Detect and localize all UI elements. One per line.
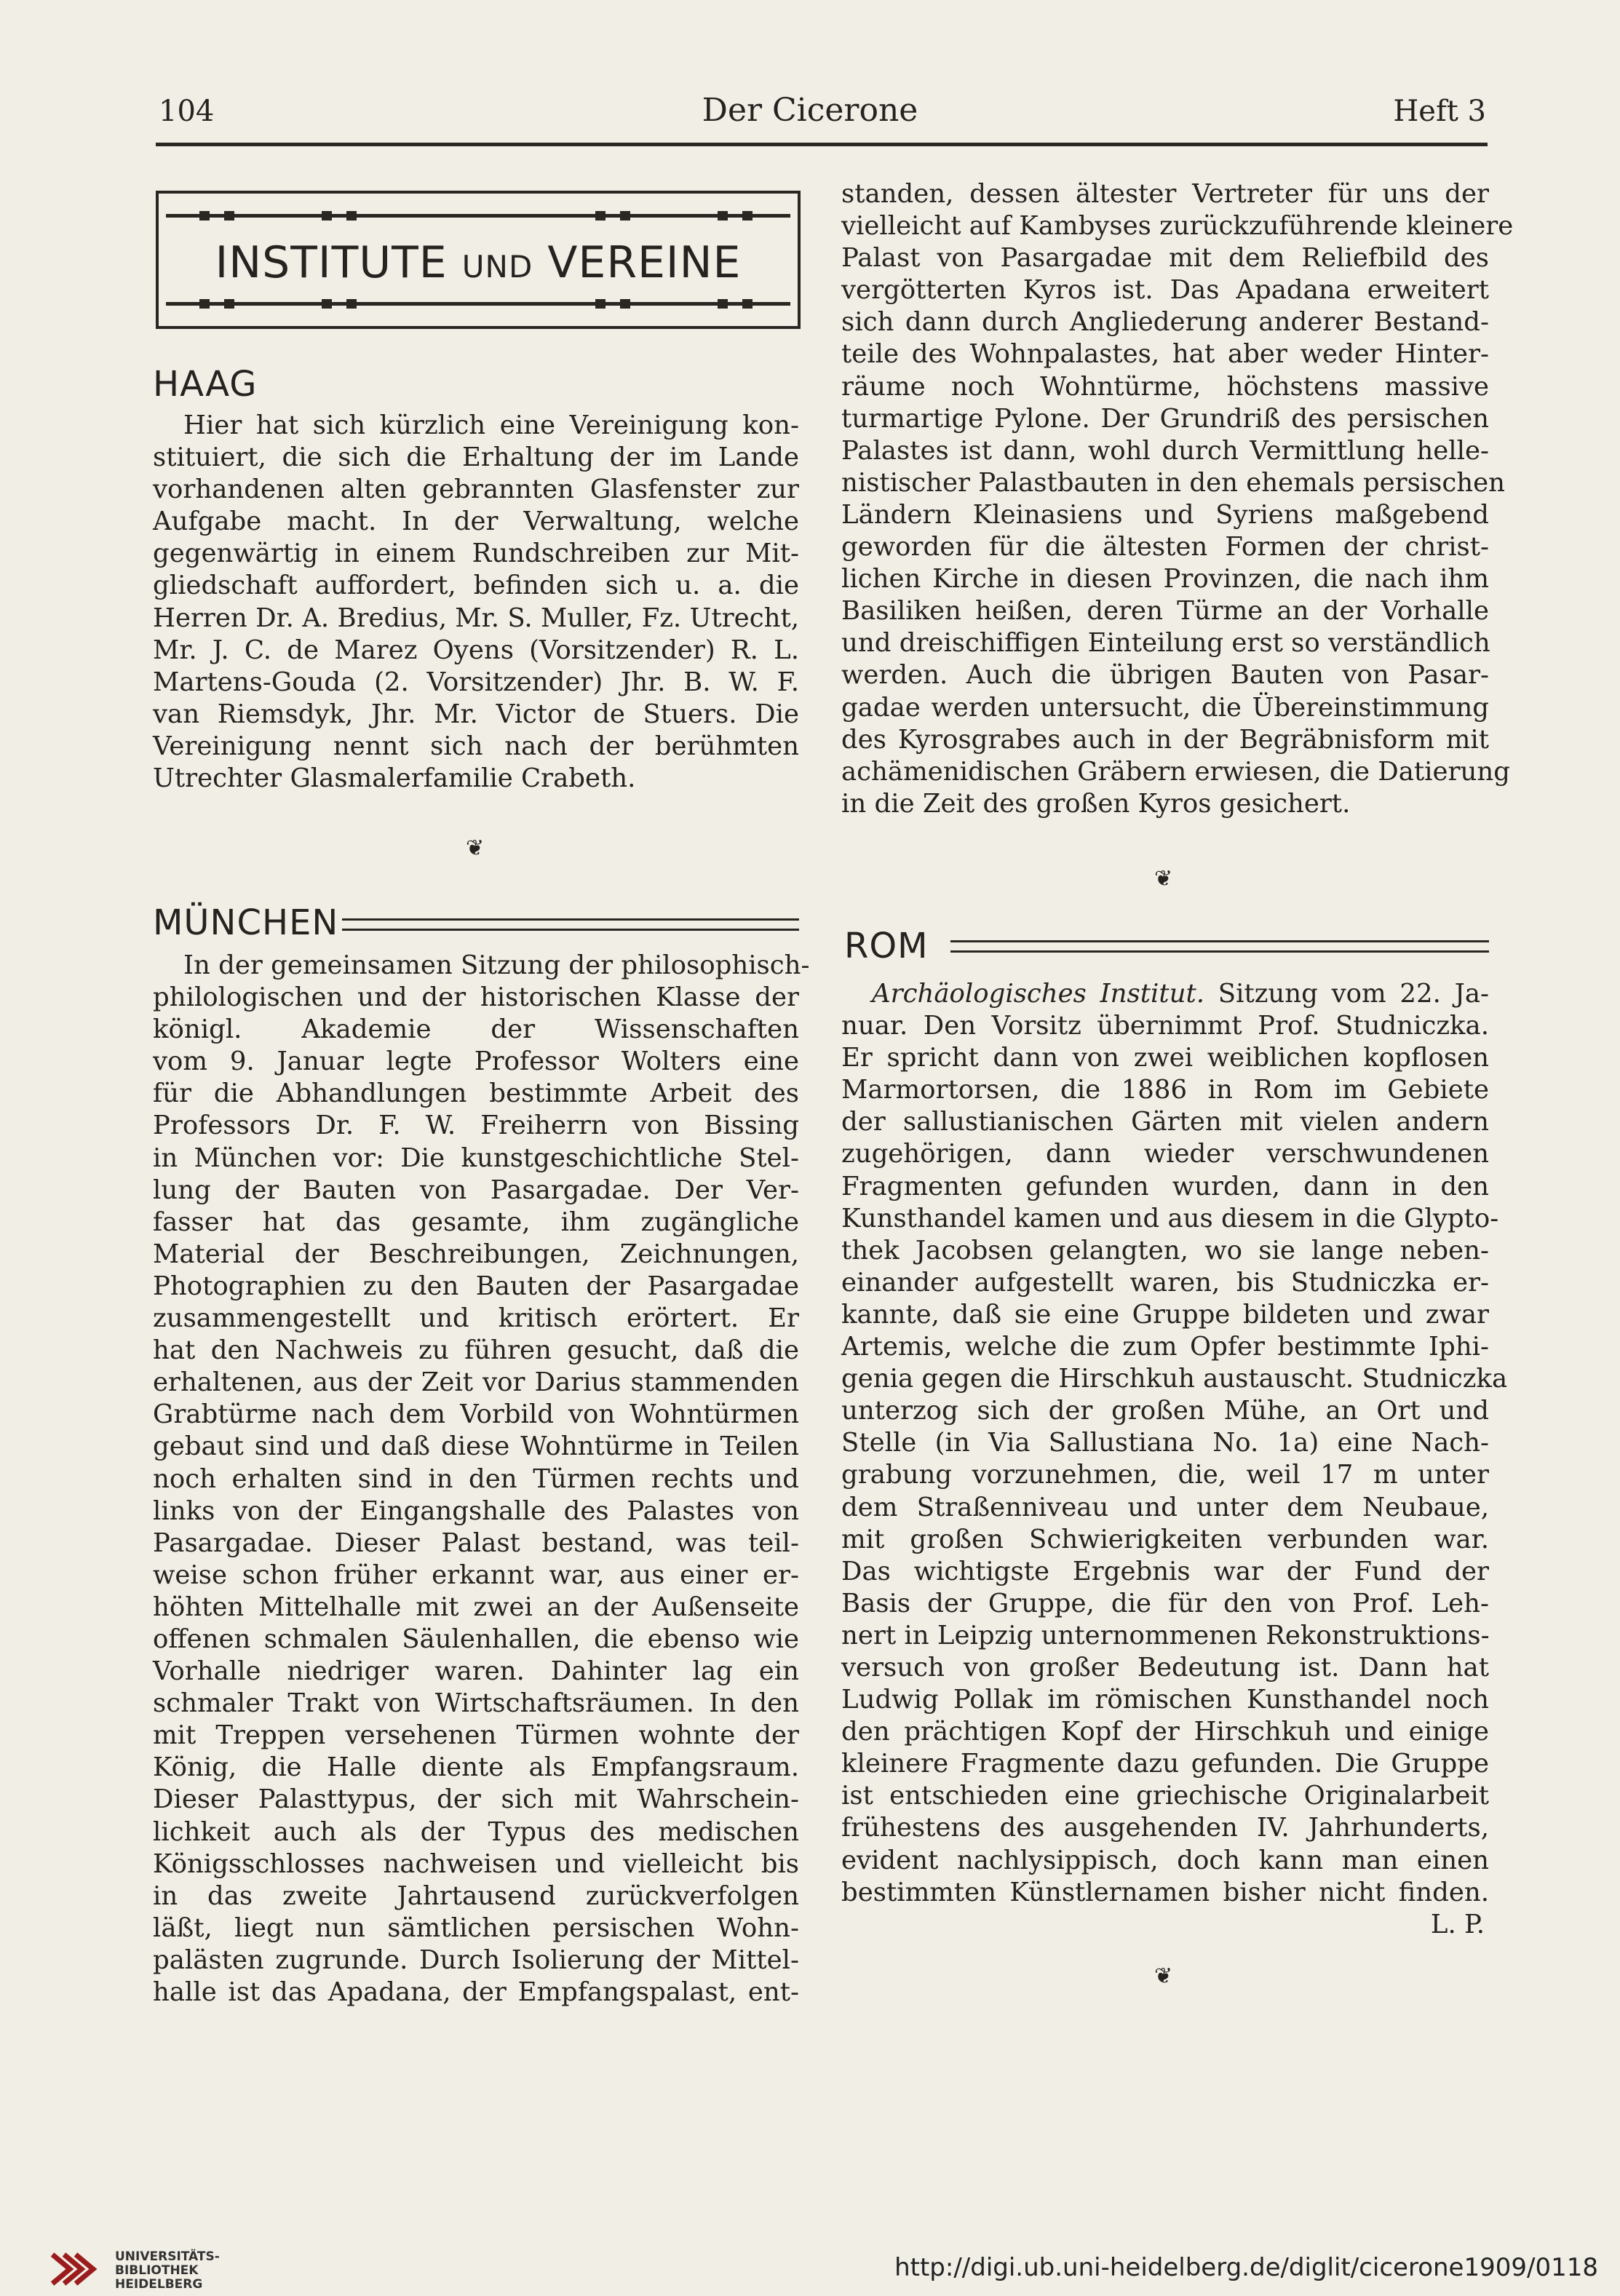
text-line: König, die Halle diente als Empfangsraum. bbox=[153, 1752, 799, 1783]
heading-muenchen: MÜNCHEN bbox=[153, 902, 339, 943]
text-line: nistischer Palastbauten in den ehemals persischen bbox=[841, 467, 1505, 498]
text-line: Hier hat sich kürzlich eine Vereinigung kon- bbox=[183, 410, 799, 440]
title-box-ornament bbox=[224, 211, 234, 221]
text-line: in das zweite Jahrtausend zurückverfolgen bbox=[153, 1880, 799, 1911]
text-line: einander aufgestellt waren, bis Studniczka er- bbox=[841, 1267, 1489, 1298]
text-line: versuch von großer Bedeutung ist. Dann hat bbox=[841, 1652, 1489, 1683]
text-line: Basiliken heißen, deren Türme an der Vorhalle bbox=[841, 596, 1489, 627]
text-line: Königsschlosses nachweisen und vielleicht bis bbox=[153, 1848, 799, 1879]
heading-double-rule bbox=[342, 918, 799, 931]
text-line: weise schon früher erkannt war, aus einer er- bbox=[153, 1560, 799, 1590]
title-box-ornament bbox=[346, 211, 357, 221]
text-line: gebaut sind und daß diese Wohntürme in Teilen bbox=[153, 1431, 799, 1462]
library-name-line: UNIVERSITÄTS- bbox=[115, 2249, 220, 2264]
text-line: unterzog sich der großen Mühe, an Ort und bbox=[841, 1396, 1489, 1426]
text-line: nuar. Den Vorsitz übernimmt Prof. Studniczka. bbox=[841, 1011, 1489, 1041]
text-line: zugehörigen, dann wieder verschwundenen bbox=[841, 1139, 1489, 1169]
title-word-small: UND bbox=[461, 249, 533, 285]
text-line: Artemis, welche die zum Opfer bestimmte Iphi- bbox=[841, 1332, 1489, 1362]
text-line: erhaltenen, aus der Zeit vor Darius stammenden bbox=[153, 1367, 799, 1398]
title-box-bottom-bar bbox=[166, 302, 790, 306]
text-line: läßt, liegt nun sämtlichen persischen Wohn- bbox=[153, 1912, 799, 1943]
text-line: Stelle (in Via Sallustiana No. 1a) eine Nach- bbox=[841, 1428, 1489, 1458]
text-line: zusammengestellt und kritisch erörtert. Er bbox=[153, 1303, 799, 1334]
text-line: Palast von Pasargadae mit dem Reliefbild des bbox=[841, 243, 1489, 274]
text-line: Martens-Gouda (2. Vorsitzender) Jhr. B. W. F. bbox=[153, 667, 799, 697]
issue-label: Heft 3 bbox=[1393, 95, 1486, 128]
text-line: Er spricht dann von zwei weiblichen kopflosen bbox=[841, 1043, 1489, 1073]
title-box-ornament bbox=[620, 299, 630, 309]
institute-name: Archäologisches Institut. bbox=[872, 979, 1205, 1009]
text-line: nert in Leipzig unternommenen Rekonstruktions- bbox=[841, 1620, 1490, 1651]
text-line: mit Treppen versehenen Türmen wohnte der bbox=[153, 1720, 799, 1751]
text-line: philologischen und der historischen Klasse der bbox=[153, 982, 799, 1013]
text-line: vorhandenen alten gebrannten Glasfenster zur bbox=[153, 474, 799, 505]
text-line: Photographien zu den Bauten der Pasargadae bbox=[153, 1271, 799, 1301]
text-line: halle ist das Apadana, der Empfangspalast, ent- bbox=[153, 1977, 799, 2007]
title-box-ornament bbox=[595, 299, 605, 309]
text-line: vergötterten Kyros ist. Das Apadana erweitert bbox=[841, 275, 1489, 306]
text-line: geworden für die ältesten Formen der christ- bbox=[841, 532, 1489, 563]
text-line: räume noch Wohntürme, höchstens massive bbox=[841, 371, 1489, 402]
text-line: lichkeit auch als der Typus des medischen bbox=[153, 1816, 799, 1847]
text-line: fasser hat das gesamte, ihm zugängliche bbox=[153, 1207, 799, 1237]
text-line: in die Zeit des großen Kyros gesichert. bbox=[841, 788, 1351, 819]
library-name bbox=[115, 2250, 220, 2292]
text-line: vielleicht auf Kambyses zurückzuführende kleinere bbox=[841, 211, 1514, 242]
text-line: noch erhalten sind in den Türmen rechts und bbox=[153, 1463, 799, 1494]
heading-haag: HAAG bbox=[153, 364, 258, 405]
title-box-ornament bbox=[620, 211, 630, 221]
library-name-line: HEIDELBERG bbox=[115, 2277, 203, 2292]
title-box-ornament bbox=[322, 299, 332, 309]
text-line: in München vor: Die kunstgeschichtliche Stel- bbox=[153, 1143, 799, 1173]
text-line: für die Abhandlungen bestimmte Arbeit des bbox=[153, 1079, 799, 1109]
muenchen-continued-text bbox=[841, 178, 1514, 820]
text-line: Palastes ist dann, wohl durch Vermittlung helle- bbox=[841, 435, 1489, 466]
text-line: Herren Dr. A. Bredius, Mr. S. Muller, Fz. Utrecht, bbox=[153, 603, 799, 633]
title-box-ornament bbox=[742, 211, 753, 221]
text-line: In der gemeinsamen Sitzung der philosophisch- bbox=[183, 950, 810, 980]
text-line: Grabtürme nach dem Vorbild von Wohntürmen bbox=[153, 1399, 799, 1430]
text-line: königl. Akademie der Wissenschaften bbox=[153, 1014, 799, 1045]
text-line: und dreischiffigen Einteilung erst so verständlich bbox=[841, 628, 1490, 659]
source-url-link[interactable]: http://digi.ub.uni-heidelberg.de/diglit/cicerone1909/0118 bbox=[894, 2253, 1598, 2282]
text-line: evident nachlysippisch, doch kann man einen bbox=[841, 1845, 1489, 1875]
text-line: gliedschaft auffordert, befinden sich u. a. die bbox=[153, 571, 799, 601]
text-line: Basis der Gruppe, die für den von Prof. Leh- bbox=[841, 1588, 1489, 1618]
section-title-box bbox=[156, 191, 801, 329]
text-line bbox=[841, 978, 1489, 1010]
text-line: lichen Kirche in diesen Provinzen, die nach ihm bbox=[841, 564, 1489, 595]
text-line: ist entschieden eine griechische Originalarbeit bbox=[841, 1781, 1489, 1811]
page-number: 104 bbox=[159, 95, 215, 128]
journal-title: Der Cicerone bbox=[702, 92, 918, 129]
text-line: gegenwärtig in einem Rundschreiben zur Mit- bbox=[153, 539, 799, 569]
title-box-ornament bbox=[224, 299, 234, 309]
text-line: Marmortorsen, die 1886 in Rom im Gebiete bbox=[841, 1075, 1489, 1105]
text-line: kleinere Fragmente dazu gefunden. Die Gruppe bbox=[841, 1749, 1489, 1779]
muenchen-text bbox=[153, 950, 810, 2009]
rom-text bbox=[841, 978, 1508, 1941]
text-line: bestimmten Künstlernamen bisher nicht finden. bbox=[841, 1877, 1489, 1907]
text-line: offenen schmalen Säulenhallen, die ebenso wie bbox=[153, 1624, 799, 1654]
text-line: palästen zugrunde. Durch Isolierung der Mittel- bbox=[153, 1945, 799, 1975]
text-line: schmaler Trakt von Wirtschaftsräumen. In den bbox=[153, 1688, 799, 1719]
text-line: den prächtigen Kopf der Hirschkuh und einige bbox=[841, 1717, 1489, 1747]
text-line: Mr. J. C. de Marez Oyens (Vorsitzender) R. L. bbox=[153, 635, 799, 665]
ornament-icon: ❦ bbox=[1154, 1963, 1173, 1989]
text-line: Fragmenten gefunden wurden, dann in den bbox=[841, 1171, 1489, 1201]
text-line: stituiert, die sich die Erhaltung der im Lande bbox=[153, 442, 799, 473]
section-title bbox=[159, 237, 798, 288]
title-box-ornament bbox=[718, 211, 728, 221]
title-box-ornament bbox=[742, 299, 753, 309]
title-box-ornament bbox=[595, 211, 605, 221]
title-box-ornament bbox=[322, 211, 332, 221]
text-line: grabung vorzunehmen, die, weil 17 m unter bbox=[841, 1460, 1489, 1490]
signature: L. P. bbox=[1430, 1909, 1485, 1939]
text-line: Dieser Palasttypus, der sich mit Wahrschein- bbox=[153, 1784, 799, 1815]
title-word: INSTITUTE bbox=[215, 237, 448, 288]
heading-double-rule bbox=[950, 940, 1489, 953]
text-line: genia gegen die Hirschkuh austauscht. Studniczka bbox=[841, 1364, 1508, 1394]
text-line: van Riemsdyk, Jhr. Mr. Victor de Stuers. Die bbox=[153, 699, 799, 729]
title-box-ornament bbox=[199, 299, 210, 309]
text-line: Ländern Kleinasiens und Syriens maßgebend bbox=[841, 499, 1489, 530]
title-box-ornament bbox=[199, 211, 210, 221]
text-line: teile des Wohnpalastes, hat aber weder Hinter- bbox=[841, 339, 1489, 370]
text-line-rest: Sitzung vom 22. Ja- bbox=[1204, 979, 1490, 1009]
text-line: dem Straßenniveau und unter dem Neubaue, bbox=[841, 1492, 1489, 1522]
text-line: Utrechter Glasmalerfamilie Crabeth. bbox=[153, 763, 636, 794]
text-line: der sallustianischen Gärten mit vielen andern bbox=[841, 1107, 1489, 1137]
text-line: thek Jacobsen gelangten, wo sie lange neben- bbox=[841, 1235, 1489, 1266]
text-line: vom 9. Januar legte Professor Wolters eine bbox=[153, 1046, 799, 1077]
text-line: werden. Auch die übrigen Bauten von Pasar- bbox=[841, 660, 1489, 691]
text-line: hat den Nachweis zu führen gesucht, daß die bbox=[153, 1335, 799, 1366]
text-line: Das wichtigste Ergebnis war der Fund der bbox=[841, 1556, 1489, 1586]
text-line: frühestens des ausgehenden IV. Jahrhunderts, bbox=[841, 1813, 1489, 1843]
text-line: Pasargadae. Dieser Palast bestand, was teil- bbox=[153, 1528, 799, 1558]
text-line: lung der Bauten von Pasargadae. Der Ver- bbox=[153, 1175, 799, 1205]
text-line: achämenidischen Gräbern erwiesen, die Datierung bbox=[841, 756, 1510, 787]
text-line: kannte, daß sie eine Gruppe bildeten und zwar bbox=[841, 1299, 1489, 1330]
heading-rom: ROM bbox=[844, 926, 929, 966]
text-line: Kunsthandel kamen und aus diesem in die Glypto- bbox=[841, 1203, 1499, 1234]
text-line: des Kyrosgrabes auch in der Begräbnisform mit bbox=[841, 724, 1489, 755]
haag-text bbox=[153, 410, 799, 795]
library-name-line: BIBLIOTHEK bbox=[115, 2263, 199, 2278]
text-line: turmartige Pylone. Der Grundriß des persischen bbox=[841, 403, 1489, 434]
ornament-icon: ❦ bbox=[1154, 866, 1173, 891]
library-logo-icon bbox=[48, 2249, 106, 2289]
header-rule bbox=[156, 143, 1488, 146]
title-box-ornament bbox=[718, 299, 728, 309]
ornament-icon: ❦ bbox=[466, 835, 485, 861]
text-line: Ludwig Pollak im römischen Kunsthandel noch bbox=[841, 1685, 1489, 1715]
title-box-ornament bbox=[346, 299, 357, 309]
text-line: gadae werden untersucht, die Übereinstimmung bbox=[841, 692, 1489, 723]
title-word: VEREINE bbox=[547, 237, 742, 288]
text-line: Vereinigung nennt sich nach der berühmten bbox=[153, 731, 799, 761]
text-line: Material der Beschreibungen, Zeichnungen, bbox=[153, 1239, 799, 1269]
text-line: Aufgabe macht. In der Verwaltung, welche bbox=[153, 507, 799, 537]
text-line: höhten Mittelhalle mit zwei an der Außenseite bbox=[153, 1592, 799, 1622]
text-line: Vorhalle niedriger waren. Dahinter lag ein bbox=[153, 1656, 799, 1687]
text-line: sich dann durch Angliederung anderer Bestand- bbox=[841, 307, 1489, 338]
title-box-top-bar bbox=[166, 214, 790, 218]
text-line: mit großen Schwierigkeiten verbunden war. bbox=[841, 1524, 1489, 1554]
text-line: Professors Dr. F. W. Freiherrn von Bissing bbox=[153, 1111, 799, 1141]
text-line: standen, dessen ältester Vertreter für uns der bbox=[841, 179, 1489, 209]
text-line: links von der Eingangshalle des Palastes von bbox=[153, 1495, 799, 1526]
